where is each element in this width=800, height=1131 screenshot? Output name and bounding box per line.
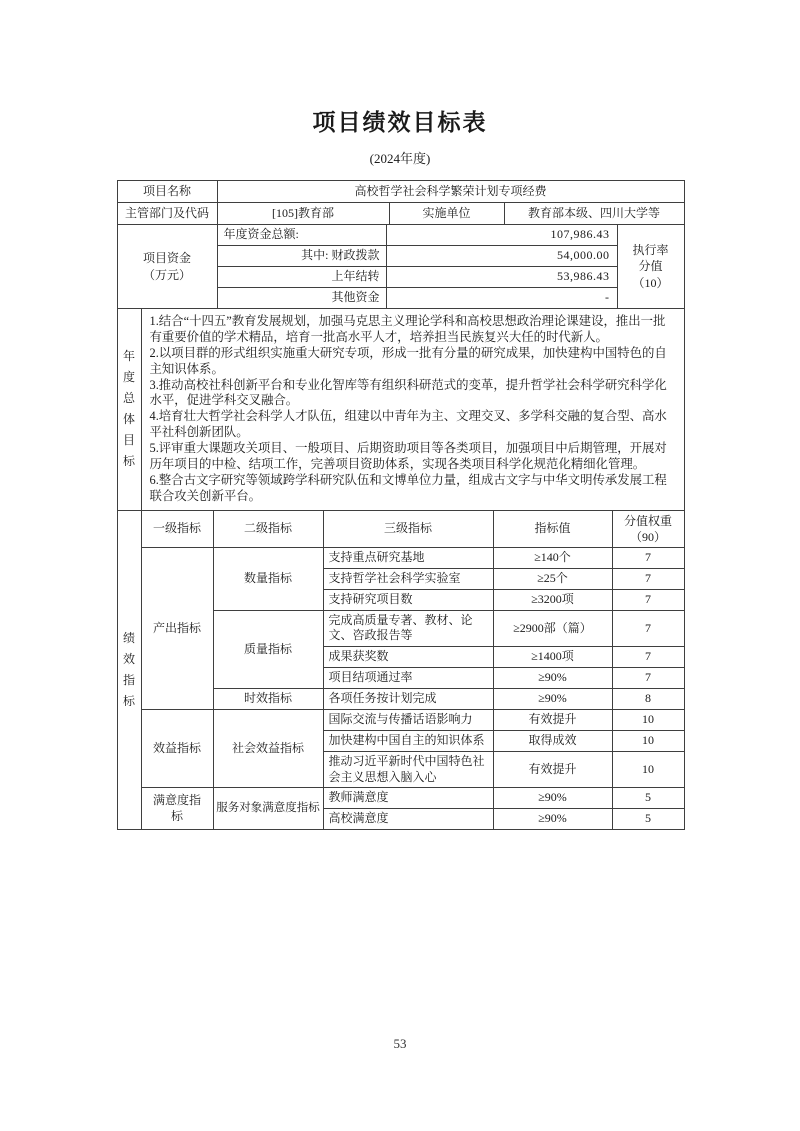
department-row — [117, 203, 684, 225]
indicator-weight-cell: 7 — [612, 547, 684, 568]
implement-unit-value: 教育部本级、四川大学等 — [504, 203, 684, 225]
level3-cell: 教师满意度 — [323, 788, 493, 809]
level3-cell: 项目结项通过率 — [323, 668, 493, 689]
indicator-weight-cell: 8 — [612, 689, 684, 710]
goal-item-1: 1.结合“十四五”教育发展规划，加强马克思主义理论学科和高校思想政治理论课建设，推出一批有重要价值的学术精品，培育一批高水平人才，培养担当民族复兴大任的时代新人。 — [149, 314, 666, 344]
funding-table — [117, 224, 685, 309]
level3-cell: 支持研究项目数 — [323, 589, 493, 610]
funding-fiscal-value: 54,000.00 — [386, 246, 617, 267]
funding-carryover-label: 上年结转 — [217, 267, 386, 288]
execution-rate-line2: 分值（10） — [632, 259, 669, 290]
goal-item-5: 5.评审重大课题攻关项目、一般项目、后期资助项目等各类项目，加强项目中后期管理，开展对历年项目的中检、结项工作，完善项目资助体系，实现各类项目科学化规范化精细化管理。 — [149, 441, 667, 471]
indicator-value-cell: 有效提升 — [493, 710, 612, 731]
indicator-weight-cell: 5 — [612, 788, 684, 809]
level3-cell: 完成高质量专著、教材、论文、咨政报告等 — [323, 610, 493, 646]
page-subtitle: (2024年度) — [369, 151, 431, 166]
indicator-weight-cell: 7 — [612, 589, 684, 610]
annual-goals-label: 年度总体目标 — [117, 309, 141, 511]
execution-rate-score-cell — [617, 225, 684, 309]
indicator-value-cell: ≥2900部（篇） — [493, 610, 612, 646]
funding-fiscal-label: 其中: 财政拨款 — [217, 246, 386, 267]
header-value: 指标值 — [493, 510, 612, 547]
project-name-row — [117, 181, 684, 203]
indicator-value-cell: ≥1400项 — [493, 647, 612, 668]
indicator-value-cell: ≥25个 — [493, 568, 612, 589]
indicator-row — [117, 710, 684, 731]
goal-item-4: 4.培育壮大哲学社会科学人才队伍，组建以中青年为主、文理交叉、多学科交融的复合型、高水平社科创新团队。 — [149, 409, 667, 440]
header-level2: 二级指标 — [213, 510, 323, 547]
funding-total-label: 年度资金总额: — [217, 225, 386, 246]
indicator-value-cell: ≥90% — [493, 788, 612, 809]
header-weight-line2: （90） — [629, 529, 666, 544]
project-name-value: 高校哲学社会科学繁荣计划专项经费 — [217, 181, 684, 203]
indicator-weight-cell: 7 — [612, 668, 684, 689]
level2-quantity-cell: 数量指标 — [213, 547, 323, 610]
indicator-weight-cell: 10 — [612, 731, 684, 752]
annual-goals-row — [117, 309, 684, 511]
level3-cell: 支持哲学社会科学实验室 — [323, 568, 493, 589]
performance-target-table — [117, 180, 684, 830]
level2-service-satisfaction-cell: 服务对象满意度指标 — [213, 788, 323, 830]
indicator-value-cell: ≥90% — [493, 668, 612, 689]
funding-other-value: - — [386, 288, 617, 309]
indicator-weight-cell: 7 — [612, 647, 684, 668]
goal-item-6: 6.整合古文字研究等领域跨学科研究队伍和文博单位力量，组成古文字与中华文明传承发展工程联合攻关创新平台。 — [149, 472, 667, 503]
funding-total-value: 107,986.43 — [386, 225, 617, 246]
indicator-value-cell: 取得成效 — [493, 731, 612, 752]
funding-row — [117, 225, 684, 246]
header-level1: 一级指标 — [141, 510, 213, 547]
funding-carryover-value: 53,986.43 — [386, 267, 617, 288]
header-weight — [612, 510, 684, 547]
header-level3: 三级指标 — [323, 510, 493, 547]
level3-cell: 国际交流与传播话语影响力 — [323, 710, 493, 731]
level3-cell: 支持重点研究基地 — [323, 547, 493, 568]
level3-cell: 各项任务按计划完成 — [323, 689, 493, 710]
indicator-row — [117, 788, 684, 809]
indicators-section-label: 绩效指标 — [117, 510, 141, 830]
indicator-value-cell: ≥3200项 — [493, 589, 612, 610]
level2-quality-cell: 质量指标 — [213, 610, 323, 688]
goal-item-3: 3.推动高校社科创新平台和专业化智库等有组织科研范式的变革，提升哲学社会科学研究科学化水平，促进学科交叉融合。 — [149, 377, 667, 408]
indicator-value-cell: ≥140个 — [493, 547, 612, 568]
header-weight-line1: 分值权重 — [623, 513, 672, 528]
level3-cell: 高校满意度 — [323, 809, 493, 830]
indicator-value-cell: ≥90% — [493, 689, 612, 710]
page-number: 53 — [393, 1036, 407, 1051]
indicator-value-cell: 有效提升 — [493, 752, 612, 788]
level1-benefit-cell: 效益指标 — [141, 710, 213, 788]
level3-cell: 加快建构中国自主的知识体系 — [323, 731, 493, 752]
execution-rate-line1: 执行率 — [632, 243, 669, 258]
indicator-row — [117, 547, 684, 568]
indicator-weight-cell: 10 — [612, 710, 684, 731]
indicator-weight-cell: 10 — [612, 752, 684, 788]
project-name-label: 项目名称 — [117, 181, 217, 203]
project-info-table — [117, 180, 685, 225]
level3-cell: 成果获奖数 — [323, 647, 493, 668]
level2-timeliness-cell: 时效指标 — [213, 689, 323, 710]
annual-goals-content — [141, 309, 684, 511]
department-label: 主管部门及代码 — [117, 203, 217, 225]
department-value: [105]教育部 — [217, 203, 389, 225]
level1-output-cell: 产出指标 — [141, 547, 213, 709]
page-title: 项目绩效目标表 — [312, 110, 488, 135]
funding-section-label-line2: （万元） — [142, 267, 191, 282]
goal-item-2: 2.以项目群的形式组织实施重大研究专项，形成一批有分量的研究成果，加快建构中国特色的自主知识体系。 — [149, 345, 667, 376]
funding-section-label-line1: 项目资金 — [142, 251, 191, 266]
indicators-table — [117, 510, 685, 831]
indicator-weight-cell: 7 — [612, 610, 684, 646]
level3-cell: 推动习近平新时代中国特色社会主义思想入脑入心 — [323, 752, 493, 788]
level1-satisfaction-cell: 满意度指标 — [141, 788, 213, 830]
implement-unit-label: 实施单位 — [389, 203, 504, 225]
indicator-weight-cell: 5 — [612, 809, 684, 830]
annual-goals-table — [117, 308, 685, 511]
indicator-value-cell: ≥90% — [493, 809, 612, 830]
level2-social-benefit-cell: 社会效益指标 — [213, 710, 323, 788]
funding-section-label — [117, 225, 217, 309]
indicators-header-row — [117, 510, 684, 547]
funding-other-label: 其他资金 — [217, 288, 386, 309]
indicator-weight-cell: 7 — [612, 568, 684, 589]
